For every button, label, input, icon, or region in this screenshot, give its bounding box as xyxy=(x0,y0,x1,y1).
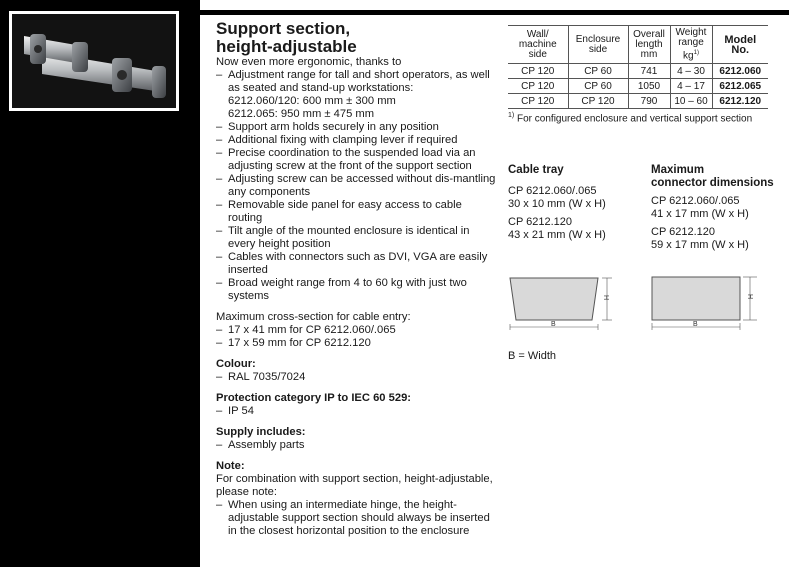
note-text: For combination with support section, height-adjustable, please note: xyxy=(216,473,493,498)
cross-section-item: – 17 x 59 mm for CP 6212.120 xyxy=(216,337,498,350)
feature-item: – Additional fixing with clamping lever if required xyxy=(216,134,498,147)
height-mark: H xyxy=(746,293,754,300)
table-row: CP 120 CP 120 790 10 – 60 6212.120 xyxy=(508,94,768,109)
feature-list xyxy=(216,69,498,303)
cable-tray-title: Cable tray xyxy=(508,164,564,176)
page-title: Support section, height-adjustable xyxy=(216,19,357,56)
supply-heading: Supply includes: xyxy=(216,426,306,438)
product-photo xyxy=(9,11,179,111)
range-b: 6212.065: 950 mm ± 475 mm xyxy=(228,108,375,120)
width-mark: B xyxy=(693,321,698,328)
support-section-image xyxy=(12,14,176,108)
cross-section-list xyxy=(216,324,498,350)
colour-value: – RAL 7035/7024 xyxy=(216,371,498,384)
feature-item: – Adjusting screw can be accessed without dis-mantling any components xyxy=(216,173,498,199)
cross-section-title: Maximum cross-section for cable entry: xyxy=(216,311,411,323)
feature-item: – Cables with connectors such as DVI, VGA are easily inserted xyxy=(216,251,498,277)
protection-value: – IP 54 xyxy=(216,405,498,418)
feature-item: – Adjustment range for tall and short operators, as well as seated and stand-up workstations: 6212.060/120: 600 mm ± 300 mm 6212.065: 950 mm ± 475 mm xyxy=(216,69,498,121)
header-weight: Weight range $kg^{1)}$ xyxy=(670,26,712,64)
connector-section: Maximum connector dimensions CP 6212.060/.065 41 x 17 mm (W x H) CP 6212.120 59 x 17 mm (W x H) xyxy=(651,164,787,252)
intro-text: Now even more ergonomic, thanks to xyxy=(216,56,402,68)
cable-tray-diagram xyxy=(508,276,614,332)
connector-diagram xyxy=(651,276,759,332)
note-item: – When using an intermediate hinge, the height-adjustable support section should always be inserted in the closest horizontal position to the enclosure xyxy=(216,499,498,538)
description-column xyxy=(216,20,498,538)
table-footnote: $^{1)}$ For configured enclosure and vertical support section xyxy=(508,112,753,125)
protection-heading: Protection category IP to IEC 60 529: xyxy=(216,392,412,404)
note-heading: Note: xyxy=(216,460,245,472)
table-row: CP 120 CP 60 1050 4 – 17 6212.065 xyxy=(508,79,768,94)
feature-item: – Broad weight range from 4 to 60 kg with just two systems xyxy=(216,277,498,303)
table-row: CP 120 CP 60 741 4 – 30 6212.060 xyxy=(508,64,768,79)
supply-value: – Assembly parts xyxy=(216,439,498,452)
cable-tray-section: Cable tray CP 6212.060/.065 30 x 10 mm (W x H) CP 6212.120 43 x 21 mm (W x H) xyxy=(508,164,648,242)
feature-item: – Tilt angle of the mounted enclosure is identical in every height position xyxy=(216,225,498,251)
feature-item: – Removable side panel for easy access to cable routing xyxy=(216,199,498,225)
top-rule xyxy=(200,10,789,15)
cross-section-item: – 17 x 41 mm for CP 6212.060/.065 xyxy=(216,324,498,337)
header-wall: Wall/ machine side xyxy=(508,26,568,64)
header-model: Model No. xyxy=(712,26,768,64)
table-header-row xyxy=(508,26,768,64)
spec-table xyxy=(508,25,768,109)
height-mark: H xyxy=(602,294,610,301)
header-length: Overall length mm xyxy=(628,26,670,64)
feature-item: – Precise coordination to the suspended load via an adjusting screw at the front of the support section xyxy=(216,147,498,173)
width-mark: B xyxy=(551,321,556,328)
feature-item: – Support arm holds securely in any position xyxy=(216,121,498,134)
connector-title: Maximum connector dimensions xyxy=(651,164,774,189)
colour-heading: Colour: xyxy=(216,358,256,370)
width-legend: B = Width xyxy=(508,350,556,362)
header-enclosure: Enclosure side xyxy=(568,26,628,64)
range-a: 6212.060/120: 600 mm ± 300 mm xyxy=(228,95,396,107)
